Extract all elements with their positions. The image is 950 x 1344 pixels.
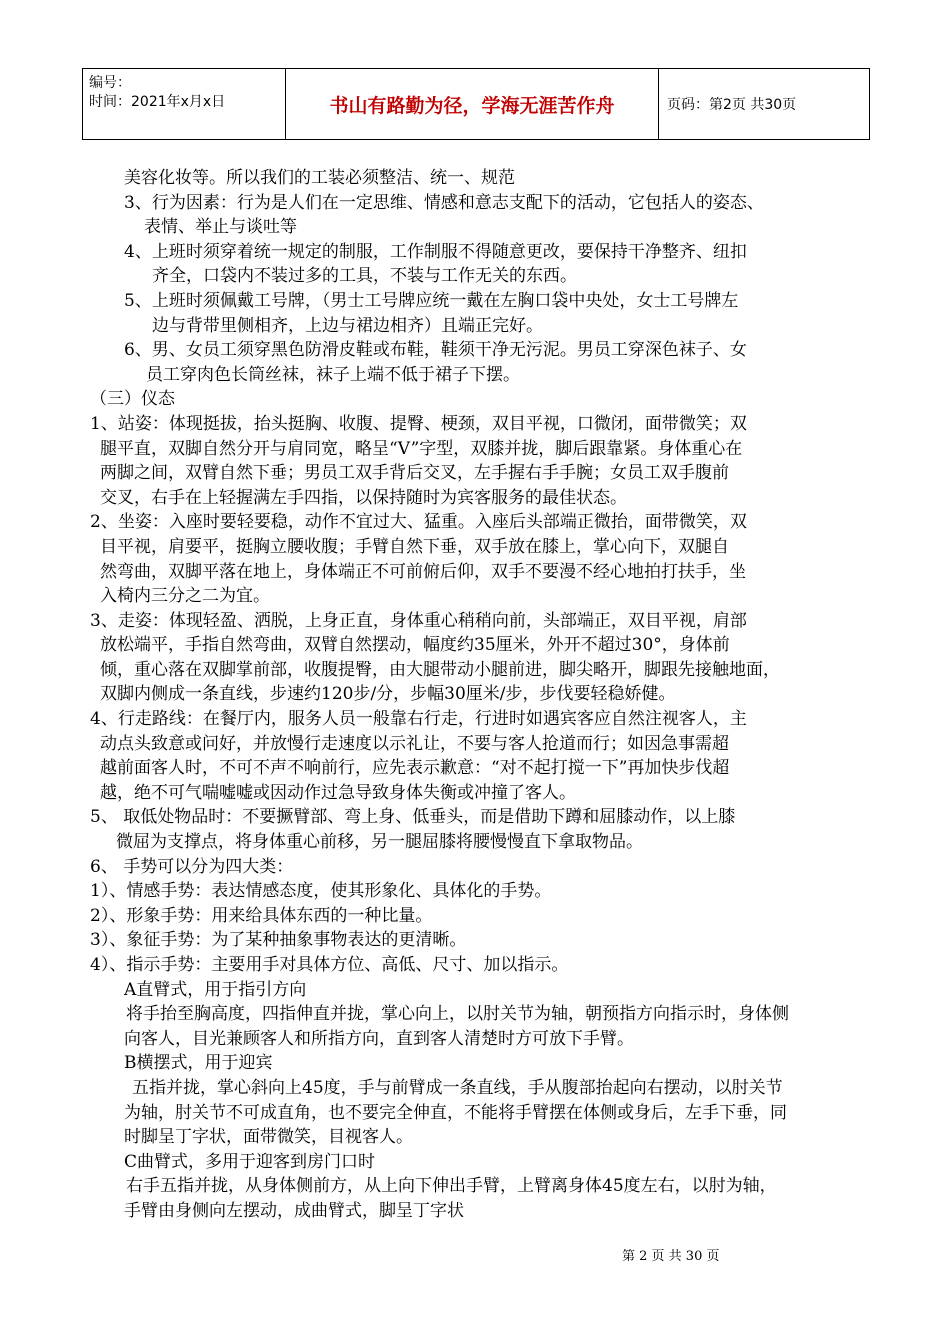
body-line: 交叉，右手在上轻握满左手四指，以保持随时为宾客服务的最佳状态。 [100,487,627,508]
body-line: 动点头致意或问好，并放慢行走速度以示礼让，不要与客人抢道而行；如因急事需超 [100,733,729,754]
body-line: 1）、情感手势：表达情感态度，使其形象化、具体化的手势。 [90,881,552,902]
body-line: 4）、指示手势：主要用手对具体方位、高低、尺寸、加以指示。 [90,955,569,975]
body-line: 6、 手势可以分为四大类： [90,856,294,877]
body-line: 齐全，口袋内不装过多的工具，不装与工作无关的东西。 [152,266,577,287]
body-line: 五指并拢，掌心斜向上45度，手与前臂成一条直线，手从腹部抬起向右摆动，以肘关节 [132,1077,783,1098]
header-motto: 书山有路勤为径，学海无涯苦作舟 [286,69,659,139]
body-line: 腿平直，双脚自然分开与肩同宽，略呈“V”字型，双膝并拢，脚后跟靠紧。身体重心在 [100,438,743,459]
body-line: 手臂由身侧向左摆动，成曲臂式，脚呈丁字状 [124,1200,464,1221]
header-page-info: 页码：第2页 共30页 [667,97,797,113]
body-line: 向客人，目光兼顾客人和所指方向，直到客人清楚时方可放下手臂。 [124,1028,634,1049]
body-line: 越前面客人时，不可不声不响前行，应先表示歉意：“对不起打搅一下”再加快步伐超 [100,758,730,779]
body-line: 6、男、女员工须穿黑色防滑皮鞋或布鞋，鞋须干净无污泥。男员工穿深色袜子、女 [124,340,747,361]
body-line: 3）、象征手势：为了某种抽象事物表达的更清晰。 [90,930,467,951]
subheading: A直臂式，用于指引方向 [124,979,307,1000]
header-meta [83,69,286,139]
document-date: 时间：2021年x月x日 [89,94,226,110]
body-line: 2）、形象手势：用来给具体东西的一种比量。 [90,905,433,926]
body-line: 2、坐姿：入座时要轻要稳，动作不宜过大、猛重。入座后头部端正微抬，面带微笑，双 [90,512,747,533]
body-line: 5、 取低处物品时：不要撅臂部、弯上身、低垂头，而是借助下蹲和屈膝动作，以上膝 [90,807,736,828]
page-footer: 第 2 页 共 30 页 [622,1249,720,1264]
body-line: 4、上班时须穿着统一规定的制服，工作制服不得随意更改，要保持干净整齐、纽扣 [124,241,747,262]
body-line: 右手五指并拢，从身体侧前方，从上向下伸出手臂，上臂离身体45度左右，以肘为轴， [126,1176,777,1197]
body-line: 入椅内三分之二为宜。 [100,586,270,607]
body-line: 边与背带里侧相齐，上边与裙边相齐）且端正完好。 [152,315,543,336]
body-line: 美容化妆等。所以我们的工装必须整洁、统一、规范 [124,168,515,188]
body-line: 将手抬至胸高度，四指伸直并拢，掌心向上，以肘关节为轴，朝预指方向指示时，身体侧 [126,1004,789,1025]
body-line: 5、上班时须佩戴工号牌，（男士工号牌应统一戴在左胸口袋中央处，女士工号牌左 [124,290,739,311]
body-line: 双脚内侧成一条直线，步速约120步/分，步幅30厘米/步，步伐要轻稳娇健。 [100,684,676,705]
body-line: 倾，重心落在双脚掌前部，收腹提臀，由大腿带动小腿前进，脚尖略开，脚跟先接触地面， [100,659,780,680]
subheading: B横摆式，用于迎宾 [124,1053,273,1074]
document-number-label: 编号： [89,75,131,91]
body-line: 表情、举止与谈吐等 [144,217,297,238]
body-line: 放松端平，手指自然弯曲，双臂自然摆动，幅度约35厘米，外开不超过30°，身体前 [100,635,730,656]
body-line: 目平视，肩要平，挺胸立腰收腹；手臂自然下垂，双手放在膝上，掌心向下，双腿自 [100,536,729,557]
body-line: 然弯曲，双脚平落在地上，身体端正不可前俯后仰，双手不要漫不经心地拍打扶手，坐 [100,561,746,582]
body-line: 3、走姿：体现轻盈、洒脱，上身正直，身体重心稍稍向前，头部端正，双目平视，肩部 [90,610,747,631]
body-line: 3、行为因素：行为是人们在一定思维、情感和意志支配下的活动，它包括人的姿态、 [124,192,764,213]
page-header [82,68,870,140]
body-line: 时脚呈丁字状，面带微笑，目视客人。 [124,1127,413,1148]
body-line: 为轴，肘关节不可成直角，也不要完全伸直，不能将手臂摆在体侧或身后，左手下垂，同 [124,1102,787,1123]
body-line: 越，绝不可气喘嘘嘘或因动作过急导致身体失衡或冲撞了客人。 [100,782,576,803]
body-line: 1、站姿：体现挺拔，抬头挺胸、收腹、提臀、梗颈，双目平视，口微闭，面带微笑；双 [90,413,747,434]
document-body [90,166,880,1224]
body-line: 员工穿肉色长筒丝袜，袜子上端不低于裙子下摆。 [146,364,520,385]
section-heading: （三）仪态 [90,389,175,410]
body-line: 两脚之间，双臂自然下垂；男员工双手背后交叉，左手握右手手腕；女员工双手腹前 [100,463,729,484]
subheading: C曲臂式，多用于迎客到房门口时 [124,1151,376,1172]
body-line: 4、行走路线：在餐厅内，服务人员一般靠右行走，行进时如遇宾客应自然注视客人，主 [90,709,747,730]
body-line: 微屈为支撑点，将身体重心前移，另一腿屈膝将腰慢慢直下拿取物品。 [116,832,643,853]
